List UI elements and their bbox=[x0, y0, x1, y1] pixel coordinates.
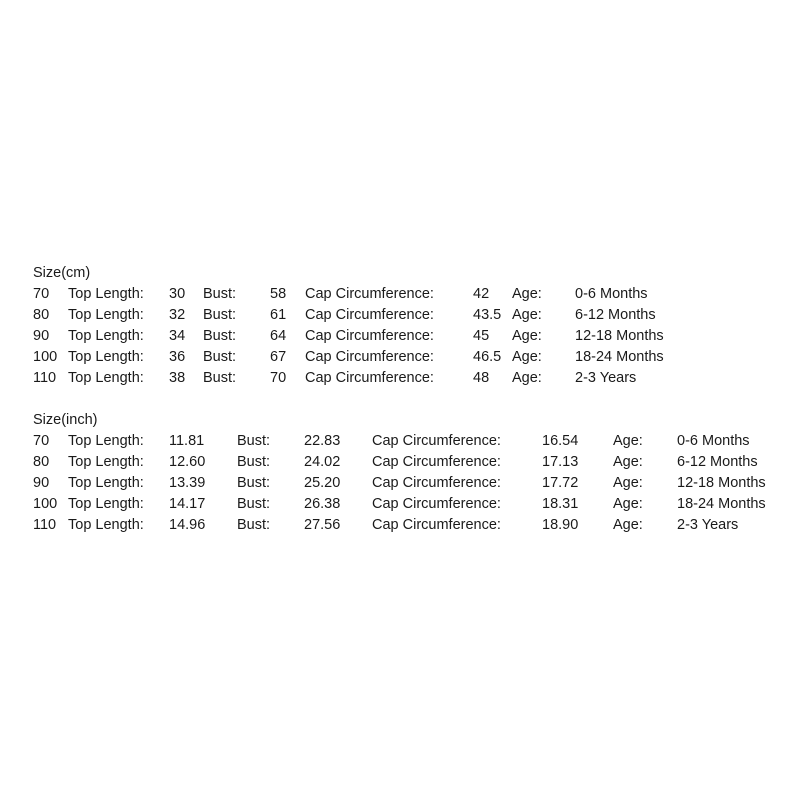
bust-label: Bust: bbox=[237, 475, 271, 491]
age-value: 0-6 Months bbox=[677, 433, 750, 449]
top-length-value: 30 bbox=[169, 286, 186, 302]
cap-circumference-value: 17.13 bbox=[542, 454, 579, 470]
bust-label: Bust: bbox=[237, 517, 271, 533]
cap-circumference-value: 46.5 bbox=[473, 349, 502, 365]
bust-value: 22.83 bbox=[304, 433, 341, 449]
size-value: 70 bbox=[33, 286, 50, 302]
top-length-value: 38 bbox=[169, 370, 186, 386]
top-length-value: 34 bbox=[169, 328, 186, 344]
cap-circumference-label: Cap Circumference: bbox=[305, 370, 434, 386]
bust-value: 26.38 bbox=[304, 496, 341, 512]
bust-value: 25.20 bbox=[304, 475, 341, 491]
cap-circumference-label: Cap Circumference: bbox=[372, 475, 501, 491]
size-row-inch-100 bbox=[33, 494, 793, 515]
bust-value: 64 bbox=[270, 328, 287, 344]
top-length-label: Top Length: bbox=[68, 286, 144, 302]
top-length-label: Top Length: bbox=[68, 433, 144, 449]
size-value: 90 bbox=[33, 328, 50, 344]
size-row-cm-80 bbox=[33, 305, 793, 326]
top-length-label: Top Length: bbox=[68, 475, 144, 491]
cap-circumference-value: 43.5 bbox=[473, 307, 502, 323]
cap-circumference-label: Cap Circumference: bbox=[372, 454, 501, 470]
cap-circumference-label: Cap Circumference: bbox=[305, 286, 434, 302]
bust-label: Bust: bbox=[203, 349, 237, 365]
cap-circumference-value: 16.54 bbox=[542, 433, 579, 449]
cap-circumference-value: 18.90 bbox=[542, 517, 579, 533]
size-value: 70 bbox=[33, 433, 50, 449]
size-row-cm-110 bbox=[33, 368, 793, 389]
age-value: 12-18 Months bbox=[575, 328, 664, 344]
bust-label: Bust: bbox=[203, 307, 237, 323]
size-row-cm-70 bbox=[33, 284, 793, 305]
bust-value: 70 bbox=[270, 370, 287, 386]
size-chart-cm bbox=[33, 263, 793, 389]
size-value: 80 bbox=[33, 307, 50, 323]
age-label: Age: bbox=[613, 454, 643, 470]
top-length-label: Top Length: bbox=[68, 370, 144, 386]
bust-value: 61 bbox=[270, 307, 287, 323]
age-label: Age: bbox=[512, 349, 542, 365]
age-label: Age: bbox=[512, 307, 542, 323]
age-label: Age: bbox=[613, 433, 643, 449]
cap-circumference-value: 17.72 bbox=[542, 475, 579, 491]
size-value: 90 bbox=[33, 475, 50, 491]
bust-label: Bust: bbox=[237, 496, 271, 512]
bust-value: 67 bbox=[270, 349, 287, 365]
top-length-value: 32 bbox=[169, 307, 186, 323]
top-length-label: Top Length: bbox=[68, 349, 144, 365]
cap-circumference-value: 45 bbox=[473, 328, 490, 344]
age-label: Age: bbox=[613, 475, 643, 491]
bust-value: 24.02 bbox=[304, 454, 341, 470]
top-length-value: 36 bbox=[169, 349, 186, 365]
rows-inch bbox=[33, 431, 793, 536]
bust-value: 58 bbox=[270, 286, 287, 302]
section-title-inch: Size(inch) bbox=[33, 412, 98, 428]
size-row-inch-70 bbox=[33, 431, 793, 452]
size-row-inch-80 bbox=[33, 452, 793, 473]
cap-circumference-value: 48 bbox=[473, 370, 490, 386]
age-value: 2-3 Years bbox=[677, 517, 739, 533]
size-row-cm-90 bbox=[33, 326, 793, 347]
cap-circumference-value: 42 bbox=[473, 286, 490, 302]
top-length-value: 13.39 bbox=[169, 475, 206, 491]
age-value: 6-12 Months bbox=[677, 454, 758, 470]
age-value: 0-6 Months bbox=[575, 286, 648, 302]
age-label: Age: bbox=[512, 286, 542, 302]
top-length-label: Top Length: bbox=[68, 454, 144, 470]
section-title-cm: Size(cm) bbox=[33, 265, 91, 281]
age-label: Age: bbox=[512, 328, 542, 344]
size-row-inch-110 bbox=[33, 515, 793, 536]
bust-label: Bust: bbox=[237, 433, 271, 449]
top-length-label: Top Length: bbox=[68, 517, 144, 533]
top-length-label: Top Length: bbox=[68, 307, 144, 323]
bust-label: Bust: bbox=[203, 370, 237, 386]
cap-circumference-value: 18.31 bbox=[542, 496, 579, 512]
age-value: 2-3 Years bbox=[575, 370, 637, 386]
rows-cm bbox=[33, 284, 793, 389]
size-value: 100 bbox=[33, 349, 58, 365]
cap-circumference-label: Cap Circumference: bbox=[305, 349, 434, 365]
cap-circumference-label: Cap Circumference: bbox=[372, 496, 501, 512]
size-row-inch-90 bbox=[33, 473, 793, 494]
size-value: 110 bbox=[33, 517, 57, 533]
age-label: Age: bbox=[613, 496, 643, 512]
age-value: 18-24 Months bbox=[575, 349, 664, 365]
size-value: 110 bbox=[33, 370, 57, 386]
bust-label: Bust: bbox=[203, 286, 237, 302]
top-length-value: 12.60 bbox=[169, 454, 206, 470]
bust-label: Bust: bbox=[203, 328, 237, 344]
size-value: 80 bbox=[33, 454, 50, 470]
cap-circumference-label: Cap Circumference: bbox=[372, 517, 501, 533]
top-length-label: Top Length: bbox=[68, 328, 144, 344]
top-length-value: 14.96 bbox=[169, 517, 206, 533]
age-value: 18-24 Months bbox=[677, 496, 766, 512]
age-value: 12-18 Months bbox=[677, 475, 766, 491]
cap-circumference-label: Cap Circumference: bbox=[305, 307, 434, 323]
cap-circumference-label: Cap Circumference: bbox=[372, 433, 501, 449]
age-value: 6-12 Months bbox=[575, 307, 656, 323]
size-row-cm-100 bbox=[33, 347, 793, 368]
bust-value: 27.56 bbox=[304, 517, 341, 533]
top-length-label: Top Length: bbox=[68, 496, 144, 512]
top-length-value: 14.17 bbox=[169, 496, 206, 512]
bust-label: Bust: bbox=[237, 454, 271, 470]
age-label: Age: bbox=[512, 370, 542, 386]
cap-circumference-label: Cap Circumference: bbox=[305, 328, 434, 344]
top-length-value: 11.81 bbox=[169, 433, 205, 449]
size-chart-inch bbox=[33, 410, 793, 536]
age-label: Age: bbox=[613, 517, 643, 533]
size-value: 100 bbox=[33, 496, 58, 512]
